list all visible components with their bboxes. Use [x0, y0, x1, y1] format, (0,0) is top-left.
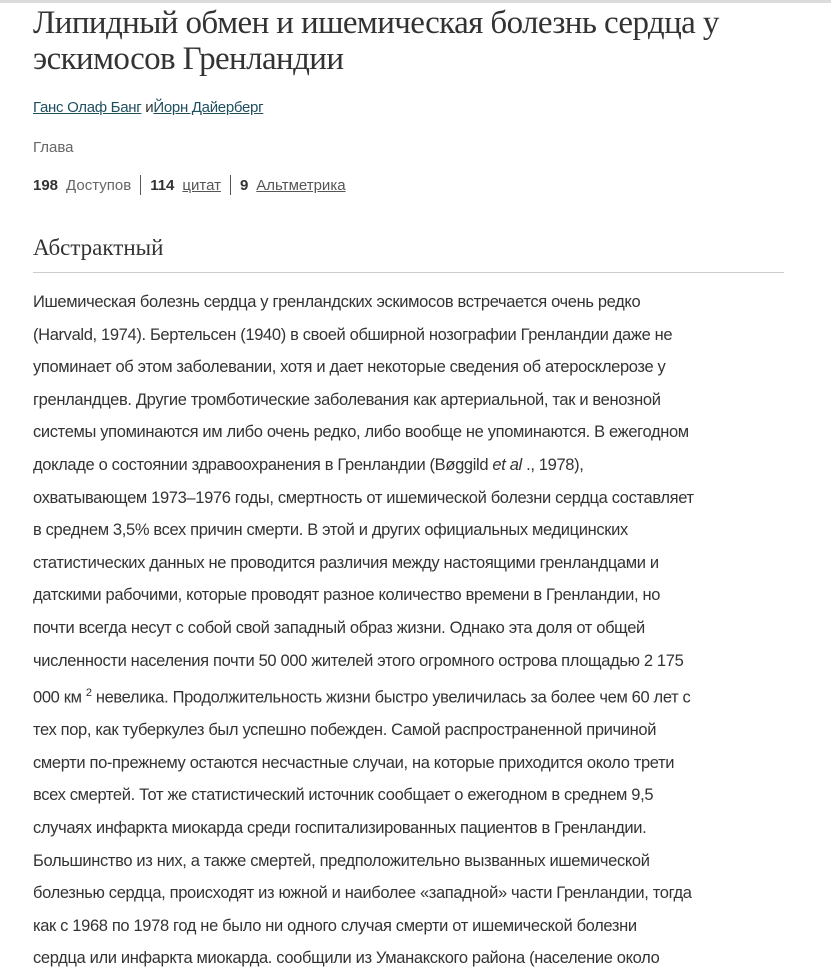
- divider: [140, 175, 141, 195]
- content-type: Глава: [33, 139, 74, 156]
- abstract-text: [33, 286, 694, 975]
- citations-link[interactable]: цитат: [182, 176, 221, 194]
- author-link[interactable]: Ганс Олаф Банг: [33, 99, 142, 116]
- line-text: смерти по-прежнему остаются несчастные случаи, на которые приходится около трети: [33, 753, 675, 772]
- abstract-heading: Абстрактный: [33, 235, 164, 260]
- line-text: охватывающем 1973–1976 годы, смертность от ишемической болезни сердца составляет: [33, 488, 694, 507]
- abstract-line: [33, 910, 694, 943]
- line-text: сердца или инфаркта миокарда. сообщили из Уманакского района (население около: [33, 949, 660, 968]
- line-text: системы упоминаются им либо очень редко, либо вообще не упоминаются. В ежегодном: [33, 423, 689, 442]
- metrics-bar: [33, 175, 346, 195]
- divider: [33, 272, 784, 273]
- abstract-line: [33, 942, 694, 975]
- line-text: численности населения почти 50 000 жителей этого огромного острова площадью 2 175: [33, 651, 684, 670]
- author-link[interactable]: Йорн Дайерберг: [153, 99, 264, 116]
- line-text: датскими рабочими, которые проводят разное количество времени в Гренландии, но: [33, 586, 661, 605]
- abstract-line: [33, 482, 694, 515]
- abstract-line: [33, 384, 694, 417]
- abstract-line: [33, 449, 694, 482]
- abstract-line: [33, 514, 694, 547]
- abstract-line: [33, 319, 694, 352]
- line-text: 000 км: [33, 688, 86, 707]
- line-text: почти всегда несут с собой свой западный образ жизни. Однако эта доля от общей: [33, 618, 645, 637]
- abstract-line: [33, 645, 694, 678]
- line-text: тех пор, как туберкулез был успешно побежден. Самой распространенной причиной: [33, 721, 657, 740]
- abstract-line: [33, 845, 694, 878]
- divider: [230, 175, 231, 195]
- abstract-line: [33, 416, 694, 449]
- abstract-line: [33, 547, 694, 580]
- line-text: в среднем 3,5% всех причин смерти. В этой и других официальных медицинских: [33, 521, 628, 540]
- abstract-line: [33, 612, 694, 645]
- abstract-line: [33, 351, 694, 384]
- abstract-line: [33, 714, 694, 747]
- altmetric-count: 9: [239, 176, 249, 194]
- authors: [33, 99, 263, 116]
- line-text: болезнью сердца, происходят из южной и наиболее «западной» части Гренландии, тогда: [33, 884, 692, 903]
- line-text: как с 1968 по 1978 год не было ни одного случая смерти от ишемической болезни: [33, 916, 637, 935]
- authors-joiner: и: [141, 99, 154, 116]
- citations-count: 114: [150, 176, 175, 194]
- line-text: гренландцев. Другие тромботические заболевания как артериальной, так и венозной: [33, 390, 661, 409]
- superscript: 2: [85, 687, 92, 700]
- abstract-line: [33, 877, 694, 910]
- line-text: ., 1978),: [521, 455, 584, 474]
- line-text: (Harvald, 1974). Бертельсен (1940) в своей обширной нозографии Гренландии даже не: [33, 325, 673, 344]
- accesses-label: Доступов: [66, 176, 132, 194]
- accesses-count: 198: [33, 176, 59, 194]
- italic-text: et al: [492, 455, 522, 474]
- page-title: Липидный обмен и ишемическая болезнь сердца у эскимосов Гренландии: [33, 5, 719, 77]
- abstract-line: [33, 779, 694, 812]
- line-text: всех смертей. Тот же статистический источник сообщает о ежегодном в среднем 9,5: [33, 786, 654, 805]
- abstract-line: [33, 747, 694, 780]
- abstract-line: [33, 286, 694, 319]
- altmetric-link[interactable]: Альтметрика: [256, 176, 346, 194]
- abstract-line: [33, 812, 694, 845]
- line-text: докладе о состоянии здравоохранения в Гренландии (Bøggild: [33, 455, 493, 474]
- line-text: упоминает об этом заболевании, хотя и дает некоторые сведения об атеросклерозе у: [33, 358, 666, 377]
- abstract-line: [33, 579, 694, 612]
- abstract-line: [33, 677, 694, 714]
- line-text: невелика. Продолжительность жизни быстро увеличилась за более чем 60 лет с: [91, 688, 691, 707]
- line-text: случаях инфаркта миокарда среди госпитализированных пациентов в Гренландии.: [33, 819, 647, 837]
- line-text: статистических данных не проводится различия между настоящими гренландцами и: [33, 553, 659, 572]
- line-text: Большинство из них, а также смертей, предположительно вызванных ишемической: [33, 851, 650, 870]
- line-text: Ишемическая болезнь сердца у гренландских эскимосов встречается очень редко: [33, 293, 641, 311]
